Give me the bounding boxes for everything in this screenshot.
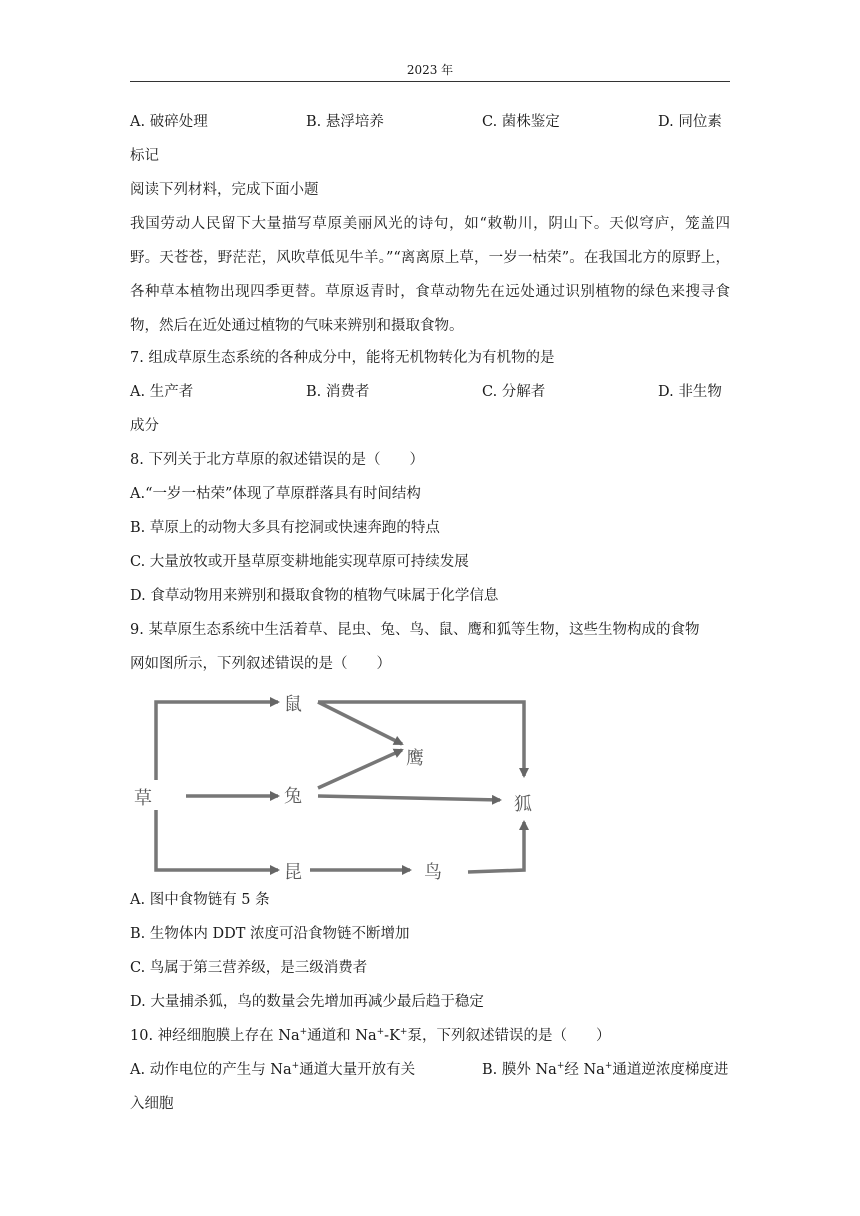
q8-option-d: D. 食草动物用来辨别和摄取食物的植物气味属于化学信息 <box>130 588 499 604</box>
q10-option-b-continuation: 入细胞 <box>130 1096 174 1112</box>
q10-options <box>130 1060 730 1080</box>
q6-option-c: C. 菌株鉴定 <box>482 114 560 130</box>
node-mouse: 鼠 <box>284 694 302 715</box>
node-insect: 昆 <box>284 862 302 883</box>
material-intro: 阅读下列材料，完成下面小题 <box>130 182 319 198</box>
page-header: 2023 年 <box>406 63 454 77</box>
node-rabbit: 兔 <box>284 786 302 807</box>
arrow-mouse-to-eagle <box>318 702 402 744</box>
q7-stem: 7. 组成草原生态系统的各种成分中，能将无机物转化为有机物的是 <box>130 350 555 366</box>
node-grass: 草 <box>134 788 152 809</box>
node-fox: 狐 <box>514 794 532 815</box>
node-eagle: 鹰 <box>406 748 424 769</box>
q10-option-b: B. 膜外 Na+经 Na+通道逆浓度梯度进 <box>482 1061 729 1078</box>
q6-option-b: B. 悬浮培养 <box>306 114 384 130</box>
q7-option-d: D. 非生物 <box>658 384 722 400</box>
food-web-diagram <box>128 688 548 888</box>
arrow-grass-to-insect <box>156 810 278 870</box>
q9-stem-line2: 网如图所示，下列叙述错误的是（ ） <box>130 656 391 672</box>
q6-option-d: D. 同位素 <box>658 114 722 130</box>
node-bird: 鸟 <box>424 862 442 883</box>
q7-option-b: B. 消费者 <box>306 384 370 400</box>
q10-option-a: A. 动作电位的产生与 Na+通道大量开放有关 <box>130 1061 416 1078</box>
q8-option-a: A.“一岁一枯荣”体现了草原群落具有时间结构 <box>130 486 421 502</box>
material-paragraph: 我国劳动人民留下大量描写草原美丽风光的诗句，如“敕勒川，阴山下。天似穹庐，笼盖四野。天苍苍，野茫茫，风吹草低见牛羊。”“离离原上草，一岁一枯荣”。在我国北方的原野上，各种草本植物出现四季更替。草原返青时，食草动物先在远处通过识别植物的绿色来搜寻食物，然后在近处通过植物的气味来辨别和摄取食物。 <box>130 216 730 334</box>
arrow-rabbit-to-eagle <box>318 750 402 788</box>
q9-option-d: D. 大量捕杀狐，鸟的数量会先增加再减少最后趋于稳定 <box>130 994 484 1010</box>
q9-option-a: A. 图中食物链有 5 条 <box>130 892 270 908</box>
q9-option-b: B. 生物体内 DDT 浓度可沿食物链不断增加 <box>130 926 410 942</box>
q7-options <box>130 382 730 402</box>
arrow-bird-to-fox <box>468 822 524 872</box>
header-divider <box>130 81 730 82</box>
q6-option-d-continuation: 标记 <box>130 148 159 164</box>
q8-option-c: C. 大量放牧或开垦草原变耕地能实现草原可持续发展 <box>130 554 469 570</box>
q6-option-a: A. 破碎处理 <box>130 114 208 130</box>
arrow-rabbit-to-fox <box>318 796 500 800</box>
q7-option-a: A. 生产者 <box>130 384 194 400</box>
q7-option-d-continuation: 成分 <box>130 418 159 434</box>
q10-stem: 10. 神经细胞膜上存在 Na+通道和 Na+-K+泵，下列叙述错误的是（ ） <box>130 1027 611 1044</box>
q9-option-c: C. 鸟属于第三营养级，是三级消费者 <box>130 960 368 976</box>
q6-options <box>130 112 730 132</box>
q8-stem: 8. 下列关于北方草原的叙述错误的是（ ） <box>130 452 424 468</box>
arrow-grass-to-mouse <box>156 702 278 780</box>
q8-option-b: B. 草原上的动物大多具有挖洞或快速奔跑的特点 <box>130 520 440 536</box>
q7-option-c: C. 分解者 <box>482 384 546 400</box>
q9-stem-line1: 9. 某草原生态系统中生活着草、昆虫、兔、鸟、鼠、鹰和狐等生物，这些生物构成的食物 <box>130 622 700 638</box>
